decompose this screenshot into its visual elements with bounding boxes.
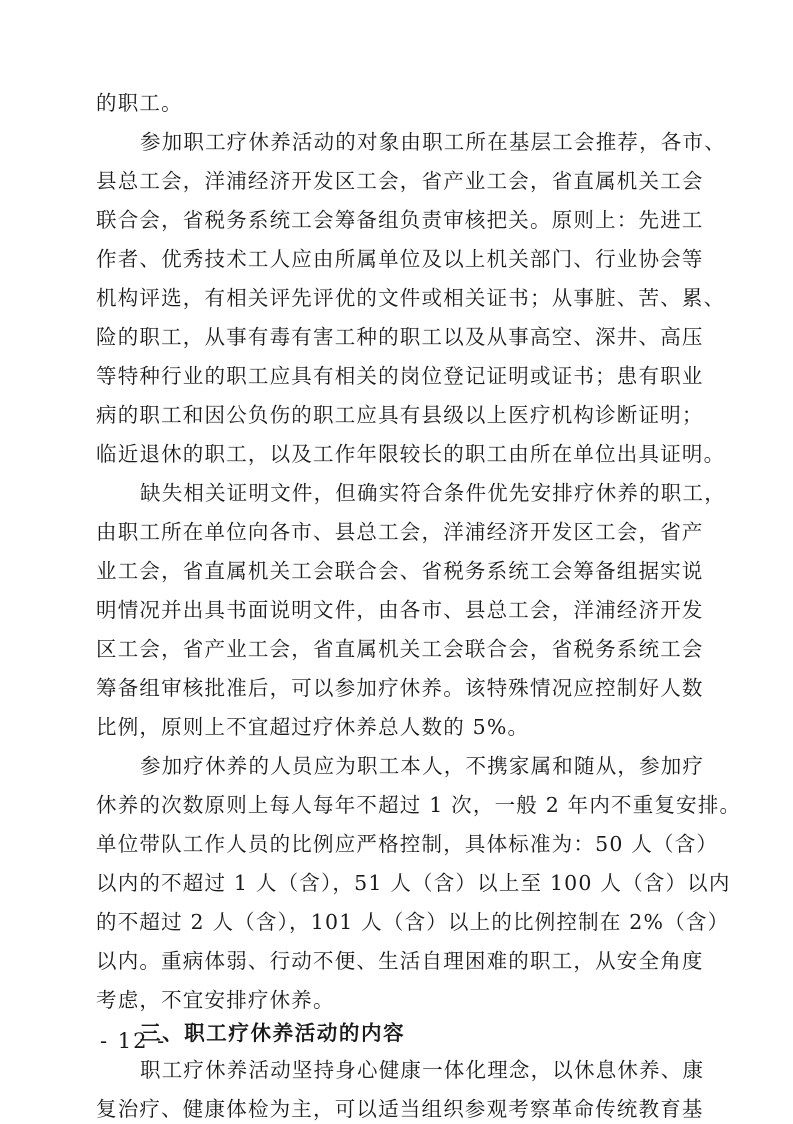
text-line: 机构评选，有相关评先评优的文件或相关证书；从事脏、苦、累、 [96, 286, 726, 310]
paragraph-first-line: 参加疗休养的人员应为职工本人，不携家属和随从，参加疗 [140, 754, 705, 778]
text-line: 病的职工和因公负伤的职工应具有县级以上医疗机构诊断证明； [96, 403, 704, 427]
text-line: 比例，原则上不宜超过疗休养总人数的 5%。 [96, 715, 530, 739]
text-line: 以内的不超过 1 人（含），51 人（含）以上至 100 人（含）以内 [96, 871, 731, 895]
text-line: 单位带队工作人员的比例应严格控制，具体标准为：50 人（含） [96, 832, 719, 856]
text-line: 作者、优秀技术工人应由所属单位及以上机关部门、行业协会等 [96, 247, 704, 271]
text-line: 复治疗、健康体检为主，可以适当组织参观考察革命传统教育基 [96, 1097, 704, 1121]
text-line: 等特种行业的职工应具有相关的岗位登记证明或证书；患有职业 [96, 364, 704, 388]
page-number: - 12 - [100, 1029, 167, 1053]
text-line: 考虑，不宜安排疗休养。 [96, 988, 335, 1012]
text-line: 筹备组审核批准后，可以参加疗休养。该特殊情况应控制好人数 [96, 676, 704, 700]
text-line: 区工会，省产业工会，省直属机关工会联合会，省税务系统工会 [96, 637, 704, 661]
text-line: 险的职工，从事有毒有害工种的职工以及从事高空、深井、高压 [96, 325, 704, 349]
text-line: 明情况并出具书面说明文件，由各市、县总工会，洋浦经济开发 [96, 598, 704, 622]
text-line: 以内。重病体弱、行动不便、生活自理困难的职工，从安全角度 [96, 949, 704, 973]
text-line: 休养的次数原则上每人每年不超过 1 次，一般 2 年内不重复安排。 [96, 793, 742, 817]
text-line: 临近退休的职工，以及工作年限较长的职工由所在单位出具证明。 [96, 442, 726, 466]
text-line: 由职工所在单位向各市、县总工会，洋浦经济开发区工会，省产 [96, 520, 704, 544]
paragraph-first-line: 职工疗休养活动坚持身心健康一体化理念，以休息休养、康 [140, 1058, 705, 1082]
paragraph-first-line: 参加职工疗休养活动的对象由职工所在基层工会推荐，各市、 [140, 130, 726, 154]
section-heading: 三、职工疗休养活动的内容 [140, 1021, 406, 1045]
text-line: 的职工。 [96, 91, 183, 115]
text-line: 业工会，省直属机关工会联合会、省税务系统工会筹备组据实说 [96, 559, 704, 583]
paragraph-first-line: 缺失相关证明文件，但确实符合条件优先安排疗休养的职工， [140, 481, 726, 505]
text-line: 的不超过 2 人（含），101 人（含）以上的比例控制在 2%（含） [96, 910, 730, 934]
text-line: 联合会，省税务系统工会筹备组负责审核把关。原则上：先进工 [96, 208, 704, 232]
text-line: 县总工会，洋浦经济开发区工会，省产业工会，省直属机关工会 [96, 169, 704, 193]
